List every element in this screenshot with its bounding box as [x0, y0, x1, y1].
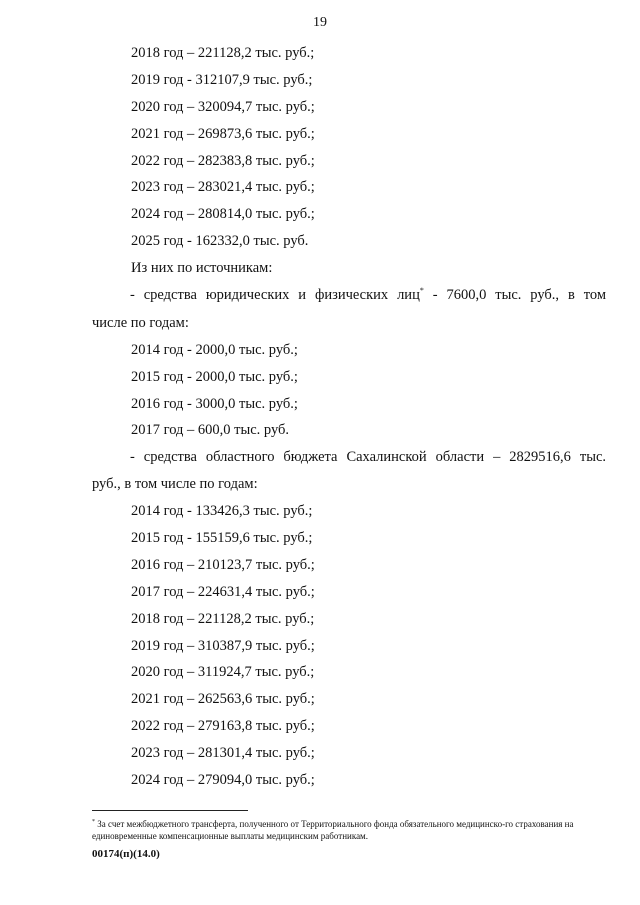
budget-year-line-2014: 2014 год - 133426,3 тыс. руб.;: [131, 503, 313, 519]
legal-entities-suffix: - 7600,0 тыс. руб., в том: [423, 287, 606, 303]
footnote: [92, 818, 608, 842]
legal-year-line-2017: 2017 год – 600,0 тыс. руб.: [131, 422, 290, 438]
budget-year-line-2023: 2023 год – 281301,4 тыс. руб.;: [131, 745, 315, 761]
legal-year-line-2015: 2015 год - 2000,0 тыс. руб.;: [131, 369, 298, 385]
budget-year-line-2015: 2015 год - 155159,6 тыс. руб.;: [131, 530, 313, 546]
regional-budget-line1-text: - средства областного бюджета Сахалинской области – 2829516,6 тыс.: [130, 449, 606, 465]
budget-year-line-2021: 2021 год – 262563,6 тыс. руб.;: [131, 691, 315, 707]
year-line-2019: 2019 год - 312107,9 тыс. руб.;: [131, 72, 313, 88]
budget-year-line-2018: 2018 год – 221128,2 тыс. руб.;: [131, 611, 315, 627]
year-line-2023: 2023 год – 283021,4 тыс. руб.;: [131, 179, 315, 195]
footnote-separator: [92, 810, 248, 811]
legal-entities-paragraph-line2: числе по годам:: [92, 315, 189, 331]
year-line-2021: 2021 год – 269873,6 тыс. руб.;: [131, 126, 315, 142]
regional-budget-paragraph-line1: [92, 448, 606, 466]
budget-year-line-2019: 2019 год – 310387,9 тыс. руб.;: [131, 638, 315, 654]
footnote-mark: *: [419, 286, 424, 296]
year-line-2020: 2020 год – 320094,7 тыс. руб.;: [131, 99, 315, 115]
footnote-text: За счет межбюджетного трансферта, полученного от Территориального фонда обязательного медицинско-го страхования на единовременные компенсационные выплаты медицинским работникам.: [92, 819, 574, 841]
budget-year-line-2024: 2024 год – 279094,0 тыс. руб.;: [131, 772, 315, 788]
budget-year-line-2020: 2020 год – 311924,7 тыс. руб.;: [131, 664, 315, 680]
legal-year-line-2014: 2014 год - 2000,0 тыс. руб.;: [131, 342, 298, 358]
page-number: 19: [313, 15, 327, 30]
budget-year-line-2017: 2017 год – 224631,4 тыс. руб.;: [131, 584, 315, 600]
year-line-2025: 2025 год - 162332,0 тыс. руб.: [131, 233, 309, 249]
legal-entities-paragraph-line1: [92, 286, 606, 304]
regional-budget-paragraph-line2: руб., в том числе по годам:: [92, 476, 258, 492]
year-line-2018: 2018 год – 221128,2 тыс. руб.;: [131, 45, 315, 61]
legal-entities-prefix: - средства юридических и физических лиц: [130, 287, 420, 303]
document-code: 00174(п)(14.0): [92, 848, 160, 860]
footnote-mark: *: [92, 819, 95, 825]
legal-year-line-2016: 2016 год - 3000,0 тыс. руб.;: [131, 396, 298, 412]
budget-year-line-2022: 2022 год – 279163,8 тыс. руб.;: [131, 718, 315, 734]
year-line-2024: 2024 год – 280814,0 тыс. руб.;: [131, 206, 315, 222]
year-line-2022: 2022 год – 282383,8 тыс. руб.;: [131, 153, 315, 169]
budget-year-line-2016: 2016 год – 210123,7 тыс. руб.;: [131, 557, 315, 573]
sources-heading: Из них по источникам:: [131, 260, 273, 276]
